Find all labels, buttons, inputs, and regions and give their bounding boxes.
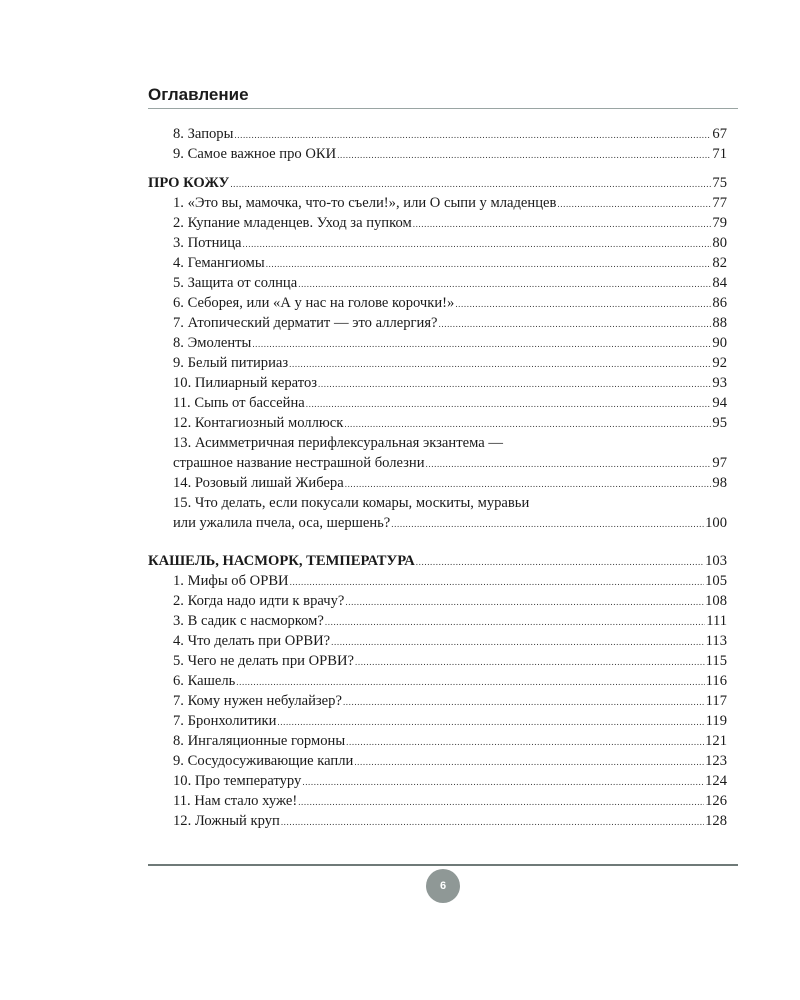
toc-entry[interactable]	[148, 513, 727, 533]
toc-entry-label: 8. Запоры	[173, 126, 234, 142]
toc-entry-page: 93	[712, 375, 727, 391]
dot-leader	[302, 772, 704, 792]
toc-entry-page: 115	[705, 653, 727, 669]
toc-entry-page: 126	[705, 793, 727, 809]
toc-entry-page: 79	[712, 215, 727, 231]
toc-entry-label: 1. «Это вы, мамочка, что-то съели!», или О сыпи у младенцев	[173, 195, 557, 211]
toc-entry-label: 2. Купание младенцев. Уход за пупком	[173, 215, 412, 231]
dot-leader	[234, 125, 711, 145]
dot-leader	[345, 474, 712, 494]
section-heading[interactable]	[148, 551, 727, 571]
toc-entry-page: 117	[705, 693, 727, 709]
toc-entry-page: 88	[712, 315, 727, 331]
dot-leader	[277, 712, 704, 732]
dot-leader	[243, 234, 712, 254]
toc-entry-label: 12. Ложный круп	[173, 813, 280, 829]
dot-leader	[426, 454, 712, 474]
toc-entry[interactable]	[148, 651, 727, 671]
page-number-badge: 6	[426, 869, 460, 903]
toc-entry-page: 116	[705, 673, 727, 689]
toc-entry-label: 5. Защита от солнца	[173, 275, 298, 291]
toc-entry-label: 10. Про температуру	[173, 773, 302, 789]
dot-leader	[325, 612, 705, 632]
toc-entry-page: 113	[705, 633, 727, 649]
toc-entry[interactable]	[148, 144, 727, 164]
toc-entry[interactable]	[148, 313, 727, 333]
toc-entry[interactable]	[148, 811, 727, 831]
toc-entry[interactable]	[148, 453, 727, 473]
cough-section	[148, 551, 727, 831]
toc-entry[interactable]	[148, 253, 727, 273]
toc-entry-label: 9. Белый питириаз	[173, 355, 289, 371]
toc-entry[interactable]	[148, 373, 727, 393]
toc-entry-label: 9. Сосудосуживающие капли	[173, 753, 354, 769]
skin-section	[148, 173, 727, 533]
toc-entry-page: 121	[705, 733, 727, 749]
toc-entry-label: 12. Контагиозный моллюск	[173, 415, 344, 431]
dot-leader	[455, 294, 711, 314]
toc-entry[interactable]	[148, 751, 727, 771]
dot-leader	[391, 514, 704, 534]
dot-leader	[354, 752, 704, 772]
dot-leader	[337, 145, 711, 165]
toc-entry-page: 67	[712, 126, 727, 142]
toc-entry-label: 6. Себорея, или «А у нас на голове корочки!»	[173, 295, 455, 311]
toc-entry[interactable]	[148, 731, 727, 751]
toc-entry-page: 86	[712, 295, 727, 311]
toc-entry-page: 82	[712, 255, 727, 271]
toc-entry-page: 71	[712, 146, 727, 162]
prev-section-list	[148, 124, 727, 164]
toc-entry[interactable]	[148, 233, 727, 253]
toc-entry[interactable]	[148, 791, 727, 811]
toc-entry-page: 100	[705, 515, 727, 531]
toc-entry-page: 128	[705, 813, 727, 829]
toc-entry-label: 8. Ингаляционные гормоны	[173, 733, 346, 749]
toc-entry-page: 84	[712, 275, 727, 291]
section-page: 75	[712, 175, 727, 191]
toc-entry-label: страшное название нестрашной болезни	[173, 455, 425, 471]
toc-entry[interactable]	[148, 671, 727, 691]
toc-entry-label: 4. Гемангиомы	[173, 255, 265, 271]
toc-entry[interactable]	[148, 353, 727, 373]
header-divider	[148, 108, 738, 109]
toc-entry[interactable]	[148, 711, 727, 731]
table-of-contents	[148, 124, 727, 831]
toc-entry[interactable]	[148, 273, 727, 293]
toc-entry-label: 15. Что делать, если покусали комары, москиты, муравьи	[173, 495, 530, 511]
toc-entry-label: 7. Кому нужен небулайзер?	[173, 693, 342, 709]
toc-entry-page: 92	[712, 355, 727, 371]
toc-entry[interactable]	[148, 393, 727, 413]
toc-entry[interactable]	[148, 193, 727, 213]
toc-entry[interactable]	[148, 611, 727, 631]
toc-entry-label: 11. Нам стало хуже!	[173, 793, 298, 809]
dot-leader	[331, 632, 704, 652]
dot-leader	[306, 394, 712, 414]
section-page: 103	[705, 553, 727, 569]
toc-entry-page: 97	[712, 455, 727, 471]
toc-entry-label: 4. Что делать при ОРВИ?	[173, 633, 331, 649]
toc-entry[interactable]	[148, 413, 727, 433]
dot-leader	[236, 672, 704, 692]
toc-entry[interactable]	[148, 591, 727, 611]
toc-entry-page: 94	[712, 395, 727, 411]
dot-leader	[416, 552, 704, 572]
toc-entry-first-line[interactable]	[148, 433, 727, 453]
dot-leader	[298, 274, 711, 294]
toc-entry-label: или ужалила пчела, оса, шершень?	[173, 515, 391, 531]
toc-entry-label: 5. Чего не делать при ОРВИ?	[173, 653, 354, 669]
toc-entry[interactable]	[148, 631, 727, 651]
toc-entry-label: 11. Сыпь от бассейна	[173, 395, 305, 411]
dot-leader	[230, 174, 711, 194]
toc-entry-label: 7. Бронхолитики	[173, 713, 277, 729]
toc-entry-page: 95	[712, 415, 727, 431]
dot-leader	[343, 692, 705, 712]
toc-entry[interactable]	[148, 293, 727, 313]
toc-entry-label: 7. Атопический дерматит — это аллергия?	[173, 315, 438, 331]
dot-leader	[318, 374, 711, 394]
dot-leader	[355, 652, 705, 672]
toc-entry-label: 2. Когда надо идти к врачу?	[173, 593, 345, 609]
dot-leader	[266, 254, 712, 274]
page-title: Оглавление	[148, 85, 249, 104]
toc-entry-page: 123	[705, 753, 727, 769]
toc-entry-page: 119	[705, 713, 727, 729]
toc-entry-page: 98	[712, 475, 727, 491]
toc-entry-label: 1. Мифы об ОРВИ	[173, 573, 289, 589]
toc-entry-label: 8. Эмоленты	[173, 335, 252, 351]
toc-entry-label: 6. Кашель	[173, 673, 236, 689]
dot-leader	[298, 792, 704, 812]
footer-divider	[148, 864, 738, 866]
toc-entry-label: 10. Пилиарный кератоз	[173, 375, 318, 391]
toc-entry-label: 13. Асимметричная перифлексуральная экзантема —	[173, 435, 503, 451]
dot-leader	[557, 194, 711, 214]
toc-entry[interactable]	[148, 473, 727, 493]
toc-entry-page: 108	[705, 593, 727, 609]
section-title: КАШЕЛЬ, НАСМОРК, ТЕМПЕРАТУРА	[148, 553, 415, 569]
toc-entry[interactable]	[148, 691, 727, 711]
toc-entry-label: 14. Розовый лишай Жибера	[173, 475, 344, 491]
toc-entry[interactable]	[148, 124, 727, 144]
toc-entry[interactable]	[148, 213, 727, 233]
toc-entry-first-line[interactable]	[148, 493, 727, 513]
dot-leader	[413, 214, 712, 234]
toc-entry[interactable]	[148, 571, 727, 591]
toc-entry-page: 80	[712, 235, 727, 251]
dot-leader	[290, 572, 705, 592]
dot-leader	[289, 354, 711, 374]
toc-entry[interactable]	[148, 333, 727, 353]
toc-entry-page: 111	[706, 613, 727, 629]
toc-entry-page: 90	[712, 335, 727, 351]
section-title: ПРО КОЖУ	[148, 175, 230, 191]
toc-entry-label: 9. Самое важное про ОКИ	[173, 146, 337, 162]
dot-leader	[346, 732, 704, 752]
toc-entry-label: 3. Потница	[173, 235, 242, 251]
dot-leader	[252, 334, 711, 354]
toc-entry-label: 3. В садик с насморком?	[173, 613, 324, 629]
dot-leader	[345, 592, 704, 612]
section-heading[interactable]	[148, 173, 727, 193]
toc-entry-page: 124	[705, 773, 727, 789]
dot-leader	[281, 812, 704, 832]
dot-leader	[439, 314, 712, 334]
toc-entry-page: 77	[712, 195, 727, 211]
toc-entry[interactable]	[148, 771, 727, 791]
dot-leader	[344, 414, 711, 434]
toc-entry-page: 105	[705, 573, 727, 589]
